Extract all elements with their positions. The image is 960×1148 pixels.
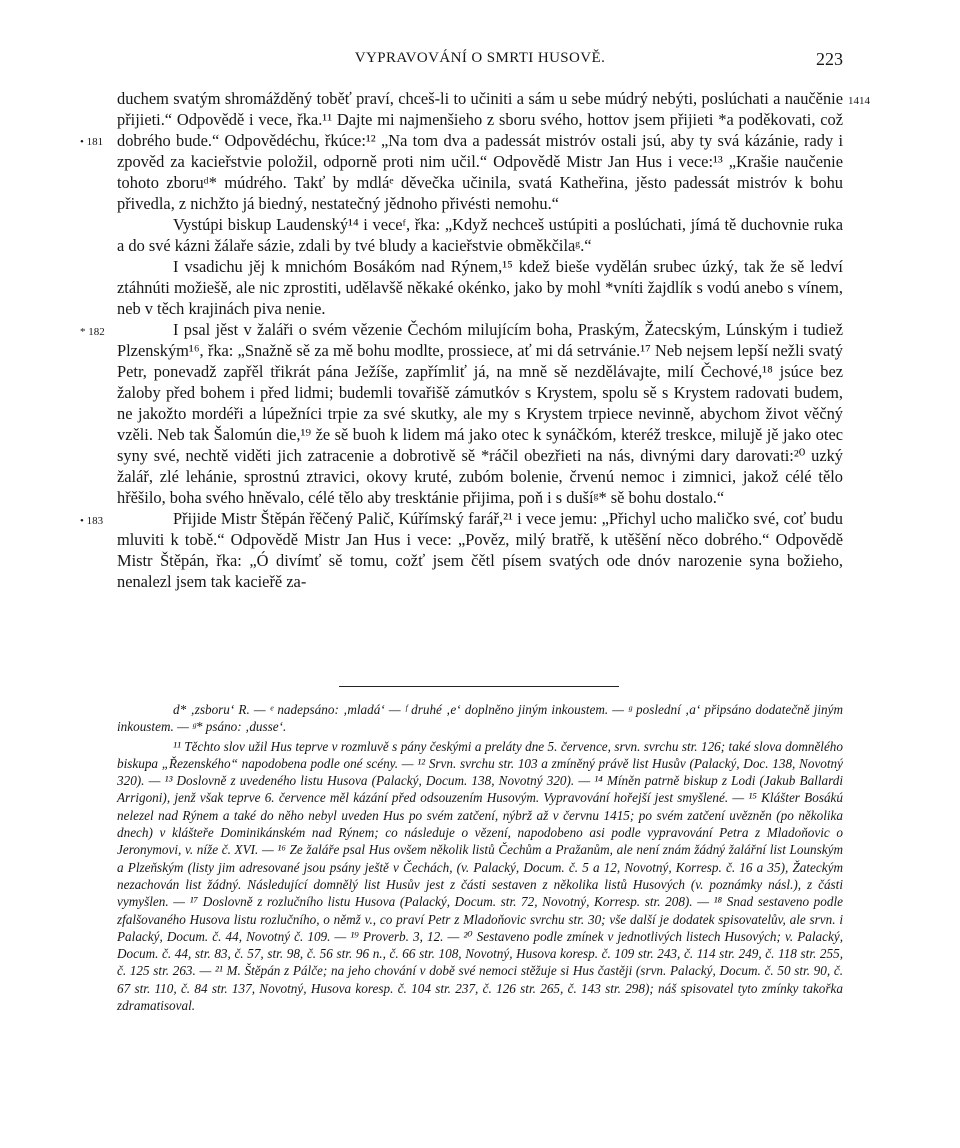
page-number: 223 bbox=[816, 49, 843, 69]
margin-note-folio: • 183 bbox=[80, 515, 104, 527]
footnotes bbox=[117, 701, 843, 1016]
paragraph: duchem svatým shromážděný toběť praví, chceš-li to učiniti a sám u sebe múdrý nebýti, poslúchati a naučěnie přijieti.“ Odpovědě i vece, řka.¹¹ Dajte mi najmenšieho z sboru svého, hottov jsem přijieti *a poděkovati, což dobrého bude.“ Odpovědéchu, řkúce:¹² „Na tom dva a padessát mistróv ostali jsú, aby ty svá kázánie, rady i zpověd za kacieřstvie položil, odporně proti nim učil.“ Odpovědě Mistr Jan Hus i vece:¹³ „Krašie naučenie tohoto zboruᵈ* múdrého. Takť by mdláᵉ děvečka učinila, svatá Katheřina, jěsto padessát mistróv k bohu přivedla, z nichžto já biedný, nestatečný jědnoho přivésti nemohu.“ bbox=[117, 89, 843, 213]
paragraph: Přijide Mistr Štěpán řěčený Palič, Kúřímský farář,²¹ i vece jemu: „Přichyl ucho maličko své, coť budu mluviti k tobě.“ Odpovědě Mistr Jan Hus i vece: „Pověz, milý bratřě, k utěšění něco dobrého.“ Odpovědě Mistr Štěpán, řka: „Ó divímť sě tomu, cožť jsem čětl písem svatých ode dnóv narozenie syna božieho, nenalezl jsem tak kacieřě za- bbox=[117, 509, 843, 591]
page-header bbox=[117, 50, 843, 74]
running-title: VYPRAVOVÁNÍ O SMRTI HUSOVĚ. bbox=[354, 50, 606, 66]
paragraph: I psal jěst v žaláři o svém vězenie Čechóm milujícím boha, Praským, Žatecským, Lúnským i tudiež Plzenským¹⁶, řka: „Snažně sě za mě bohu modlte, prossiece, ať mi dá setrvánie.¹⁷ Neb nejsem lepší nežli svatý Petr, ponevadž zapřěl třikrát pána Ježíše, zapřímliť já, na mně sě nezdělávajte, milí Čechové,¹⁸ jsúce bez žaloby před bohem i před lidmi; budemli tovařišě zámutkóv s Krystem, spolu sě s Krystem radovati budem, ne jakožto mordéři a lúpežníci trpie za své skutky, ale my s Krystem trpiece nevinně, abychom život věčný vzěli. Neb tak Šalomún die,¹⁹ že sě buoh k lidem má jako otec k synáčkóm, kteréž treskce, milujě jě jako otec syny své, nechtě viděti jich zatracenie a dobrotivě sě *ráčil obezřieti na nás, divnými dary darovati:²⁰ uzký žalář, zlé lehánie, sprostnú ztravici, okovy kruté, zubóm bolenie, črvenú nemoc i zimnici, jakož célé tělo hřěšilo, boha svého hněvalo, célé tělo aby tresktánie přijima, poň i s dušíᵍ* sě bohu dostalo.“ bbox=[117, 320, 843, 507]
margin-note-year: 1414 bbox=[848, 95, 870, 107]
margin-note-folio: * 182 bbox=[80, 326, 105, 338]
paragraph: I vsadichu jěj k mnichóm Bosákóm nad Rýnem,¹⁵ kdež bieše vydělán srubec úzký, tak že sě ledví ztáhnúti možiešě, ale nic zprostiti, udělavšě někaké okénko, jako by mohl *vníti žajdlík s vodú anebo s vínem, neb v těch krajinách piva nenie. bbox=[117, 257, 843, 318]
main-text bbox=[117, 88, 843, 592]
textual-apparatus-note: d* ‚zsboru‘ R. — ᵉ nadepsáno: ‚mladá‘ — ᶠ druhé ‚e‘ doplněno jiným inkoustem. — ᵍ poslední ‚a‘ připsáno dodatečně jiným inkoustem. — ᵍ* psáno: ‚dusse‘. bbox=[117, 702, 843, 735]
commentary-notes: ¹¹ Těchto slov užil Hus teprve v rozmluvě s pány českými a preláty dne 5. července, srvn. svrchu str. 126; také slova domnělého biskupa „Řezenského“ napodobena podle oné scény. — ¹² Srvn. svrchu str. 103 a zmíněný právě list Husův (Palacký, Doc. 138, Novotný 320). — ¹³ Doslovně z uvedeného listu Husova (Palacký, Docum. 138, Novotný 320). — ¹⁴ Míněn patrně biskup z Lodi (Jakub Ballardi Arrigoni), jenž však teprve 6. července měl kázání před odsouzením Husovým. Vypravování hořejší jest smyšlené. — ¹⁵ Klášter Bosákú nelezel nad Rýnem a také do něho nebyl uveden Hus po svém zatčení, nýbrž až v červnu 1415; po svém zatčení uvězněn (po několika dnech) v klášteře Dominikánském nad Rýnem; co následuje o vězení, napodobeno asi podle vypravování Petra z Mladoňovic o Jeronymovi, v. níže č. XVI. — ¹⁶ Ze žaláře psal Hus ovšem několik listů Čechům a Pražanům, ale není znám žádný žalářní list Lounským a Plzeňským (listy jim adresované jsou psány ještě v Čechách, (v. Palacký, Docum. č. 5 a 12, Novotný, Korresp. č. 16 a 35), Žateckým nezachován list žádný. Následující domnělý list Husův jest z části sestaven z několika listů Husových (v. poznámky násl.), z části vymyšlen. — ¹⁷ Doslovně z rozlučního listu Husova (Palacký, Docum. str. 72, Novotný, Korresp. str. 208). — ¹⁸ Snad sestaveno podle zfalšovaného Husova listu rozlučního, o němž v., co praví Petr z Mladoňovic svrchu str. 30; vše další je dodatek spisovatelův, ale srvn. i Palacký, Docum. č. 44, Novotný č. 109. — ¹⁹ Proverb. 3, 12. — ²⁰ Sestaveno podle zmínek v jednotlivých listech Husových; v. Palacký, Docum. č. 44, str. 83, č. 57, str. 98, č. 56 str. 96 n., č. 66 str. 108, Novotný, Husova koresp. č. 109 str. 243, č. 114 str. 249, č. 118 str. 255, č. 125 str. 263. — ²¹ M. Štěpán z Pálče; na jeho chování v době své nemoci stěžuje si Hus častěji (srvn. Palacký, Docum. č. 50 str. 90, č. 67 str. 110, č. 84 str. 137, Novotný, Husova koresp. č. 104 str. 237, č. 126 str. 265, č. 143 str. 298); náš spisovatel tyto zmínky takořka zdramatisoval. bbox=[117, 738, 843, 1014]
margin-note-folio: • 181 bbox=[80, 136, 104, 148]
footnote-separator bbox=[339, 686, 619, 687]
paragraph: Vystúpi biskup Laudenský¹⁴ i veceᶠ, řka: „Když nechceš ustúpiti a poslúchati, jímá tě duchovnie ruka a do své kázni žálaře sázie, zdali by tvé bludy a kacieřstvie obměkčilaᵍ.“ bbox=[117, 215, 843, 255]
